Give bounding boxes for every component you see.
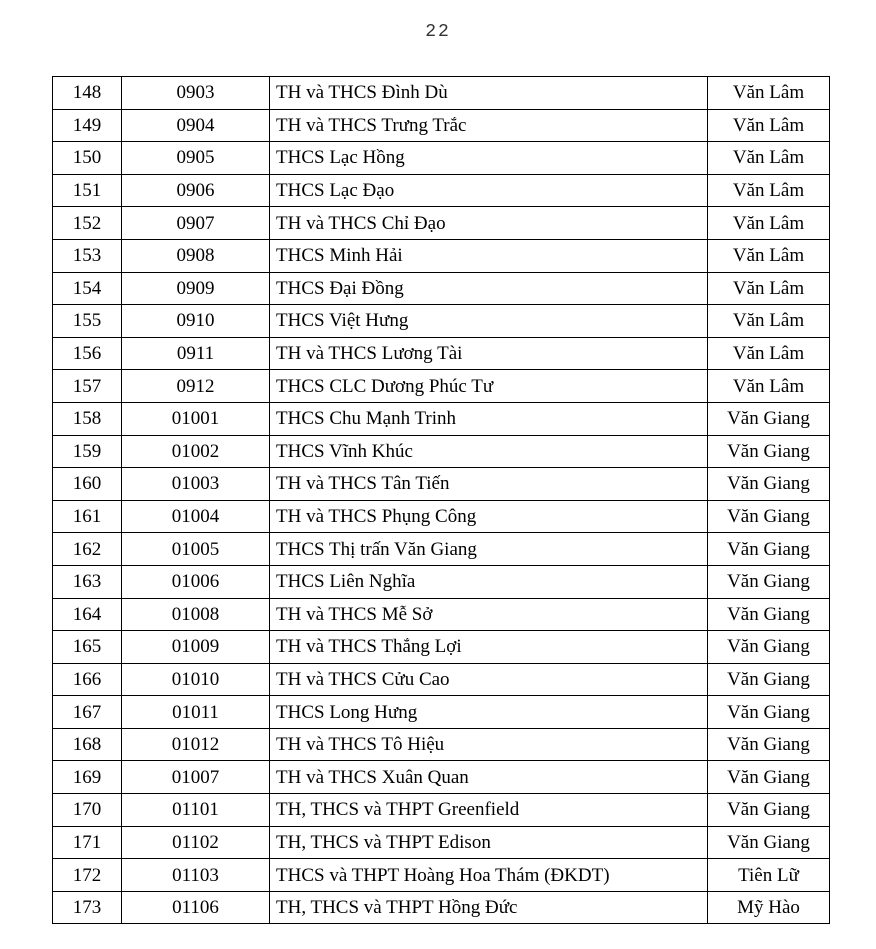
school-name-cell: TH, THCS và THPT Greenfield <box>270 794 708 827</box>
row-number-cell: 156 <box>53 337 122 370</box>
row-number-cell: 151 <box>53 174 122 207</box>
school-code-cell: 01006 <box>122 565 270 598</box>
row-number-cell: 172 <box>53 859 122 892</box>
school-name-cell: TH và THCS Xuân Quan <box>270 761 708 794</box>
school-code-cell: 0911 <box>122 337 270 370</box>
table-row <box>53 598 830 631</box>
school-name-cell: TH và THCS Tân Tiến <box>270 468 708 501</box>
school-name-cell: TH và THCS Đình Dù <box>270 77 708 110</box>
school-name-cell: TH, THCS và THPT Edison <box>270 826 708 859</box>
school-code-cell: 01001 <box>122 402 270 435</box>
table-body <box>53 77 830 924</box>
row-number-cell: 148 <box>53 77 122 110</box>
district-cell: Văn Giang <box>708 663 830 696</box>
school-name-cell: TH và THCS Mễ Sở <box>270 598 708 631</box>
table-row <box>53 891 830 924</box>
row-number-cell: 158 <box>53 402 122 435</box>
table-row <box>53 337 830 370</box>
school-code-cell: 0904 <box>122 109 270 142</box>
district-cell: Văn Lâm <box>708 207 830 240</box>
row-number-cell: 149 <box>53 109 122 142</box>
district-cell: Văn Lâm <box>708 370 830 403</box>
page-number: 22 <box>425 22 451 42</box>
school-name-cell: TH và THCS Tô Hiệu <box>270 728 708 761</box>
district-cell: Văn Lâm <box>708 77 830 110</box>
row-number-cell: 155 <box>53 305 122 338</box>
school-code-cell: 0910 <box>122 305 270 338</box>
table-row <box>53 142 830 175</box>
district-cell: Văn Giang <box>708 794 830 827</box>
school-code-cell: 01012 <box>122 728 270 761</box>
table-row <box>53 859 830 892</box>
district-cell: Văn Giang <box>708 533 830 566</box>
row-number-cell: 169 <box>53 761 122 794</box>
district-cell: Văn Giang <box>708 598 830 631</box>
row-number-cell: 154 <box>53 272 122 305</box>
row-number-cell: 153 <box>53 239 122 272</box>
school-name-cell: TH và THCS Chỉ Đạo <box>270 207 708 240</box>
school-code-cell: 0909 <box>122 272 270 305</box>
table-row <box>53 77 830 110</box>
school-name-cell: THCS Chu Mạnh Trinh <box>270 402 708 435</box>
school-code-cell: 01010 <box>122 663 270 696</box>
table-row <box>53 109 830 142</box>
district-cell: Văn Giang <box>708 500 830 533</box>
school-table <box>52 76 830 924</box>
district-cell: Văn Giang <box>708 761 830 794</box>
school-code-cell: 01009 <box>122 631 270 664</box>
table-row <box>53 500 830 533</box>
school-code-cell: 01004 <box>122 500 270 533</box>
row-number-cell: 171 <box>53 826 122 859</box>
row-number-cell: 164 <box>53 598 122 631</box>
school-code-cell: 01011 <box>122 696 270 729</box>
district-cell: Mỹ Hào <box>708 891 830 924</box>
school-code-cell: 0906 <box>122 174 270 207</box>
table-row <box>53 826 830 859</box>
district-cell: Văn Lâm <box>708 142 830 175</box>
table-row <box>53 631 830 664</box>
school-name-cell: TH và THCS Cửu Cao <box>270 663 708 696</box>
district-cell: Văn Giang <box>708 468 830 501</box>
table-row <box>53 305 830 338</box>
school-name-cell: THCS CLC Dương Phúc Tư <box>270 370 708 403</box>
school-code-cell: 01003 <box>122 468 270 501</box>
table-row <box>53 794 830 827</box>
row-number-cell: 152 <box>53 207 122 240</box>
school-code-cell: 01106 <box>122 891 270 924</box>
table-row <box>53 696 830 729</box>
school-name-cell: THCS Long Hưng <box>270 696 708 729</box>
school-name-cell: THCS Việt Hưng <box>270 305 708 338</box>
district-cell: Văn Lâm <box>708 272 830 305</box>
table-row <box>53 174 830 207</box>
row-number-cell: 167 <box>53 696 122 729</box>
table-row <box>53 533 830 566</box>
table-row <box>53 565 830 598</box>
table-row <box>53 468 830 501</box>
district-cell: Văn Giang <box>708 631 830 664</box>
table-row <box>53 663 830 696</box>
table-row <box>53 728 830 761</box>
school-code-cell: 01102 <box>122 826 270 859</box>
district-cell: Văn Giang <box>708 826 830 859</box>
school-name-cell: THCS và THPT Hoàng Hoa Thám (ĐKDT) <box>270 859 708 892</box>
table-row <box>53 207 830 240</box>
table-row <box>53 402 830 435</box>
school-name-cell: THCS Liên Nghĩa <box>270 565 708 598</box>
school-name-cell: THCS Minh Hải <box>270 239 708 272</box>
district-cell: Văn Giang <box>708 696 830 729</box>
district-cell: Văn Giang <box>708 435 830 468</box>
school-code-cell: 01101 <box>122 794 270 827</box>
school-code-cell: 01007 <box>122 761 270 794</box>
table-row <box>53 272 830 305</box>
school-code-cell: 01005 <box>122 533 270 566</box>
school-name-cell: THCS Đại Đồng <box>270 272 708 305</box>
row-number-cell: 168 <box>53 728 122 761</box>
district-cell: Văn Lâm <box>708 337 830 370</box>
row-number-cell: 161 <box>53 500 122 533</box>
district-cell: Văn Lâm <box>708 174 830 207</box>
row-number-cell: 163 <box>53 565 122 598</box>
row-number-cell: 173 <box>53 891 122 924</box>
district-cell: Văn Giang <box>708 565 830 598</box>
row-number-cell: 162 <box>53 533 122 566</box>
table-row <box>53 370 830 403</box>
district-cell: Văn Lâm <box>708 239 830 272</box>
school-code-cell: 0912 <box>122 370 270 403</box>
school-name-cell: THCS Vĩnh Khúc <box>270 435 708 468</box>
school-name-cell: TH và THCS Phụng Công <box>270 500 708 533</box>
school-code-cell: 0905 <box>122 142 270 175</box>
school-code-cell: 0908 <box>122 239 270 272</box>
row-number-cell: 170 <box>53 794 122 827</box>
table-row <box>53 239 830 272</box>
row-number-cell: 157 <box>53 370 122 403</box>
school-name-cell: TH và THCS Lương Tài <box>270 337 708 370</box>
school-code-cell: 01008 <box>122 598 270 631</box>
school-code-cell: 0903 <box>122 77 270 110</box>
table-row <box>53 761 830 794</box>
school-name-cell: TH và THCS Trưng Trắc <box>270 109 708 142</box>
school-name-cell: THCS Thị trấn Văn Giang <box>270 533 708 566</box>
school-name-cell: TH và THCS Thắng Lợi <box>270 631 708 664</box>
school-code-cell: 01002 <box>122 435 270 468</box>
district-cell: Văn Giang <box>708 402 830 435</box>
row-number-cell: 166 <box>53 663 122 696</box>
row-number-cell: 160 <box>53 468 122 501</box>
district-cell: Văn Lâm <box>708 305 830 338</box>
school-name-cell: THCS Lạc Đạo <box>270 174 708 207</box>
school-name-cell: THCS Lạc Hồng <box>270 142 708 175</box>
school-name-cell: TH, THCS và THPT Hồng Đức <box>270 891 708 924</box>
row-number-cell: 150 <box>53 142 122 175</box>
district-cell: Văn Giang <box>708 728 830 761</box>
school-code-cell: 01103 <box>122 859 270 892</box>
district-cell: Văn Lâm <box>708 109 830 142</box>
district-cell: Tiên Lữ <box>708 859 830 892</box>
row-number-cell: 165 <box>53 631 122 664</box>
table-row <box>53 435 830 468</box>
school-code-cell: 0907 <box>122 207 270 240</box>
row-number-cell: 159 <box>53 435 122 468</box>
